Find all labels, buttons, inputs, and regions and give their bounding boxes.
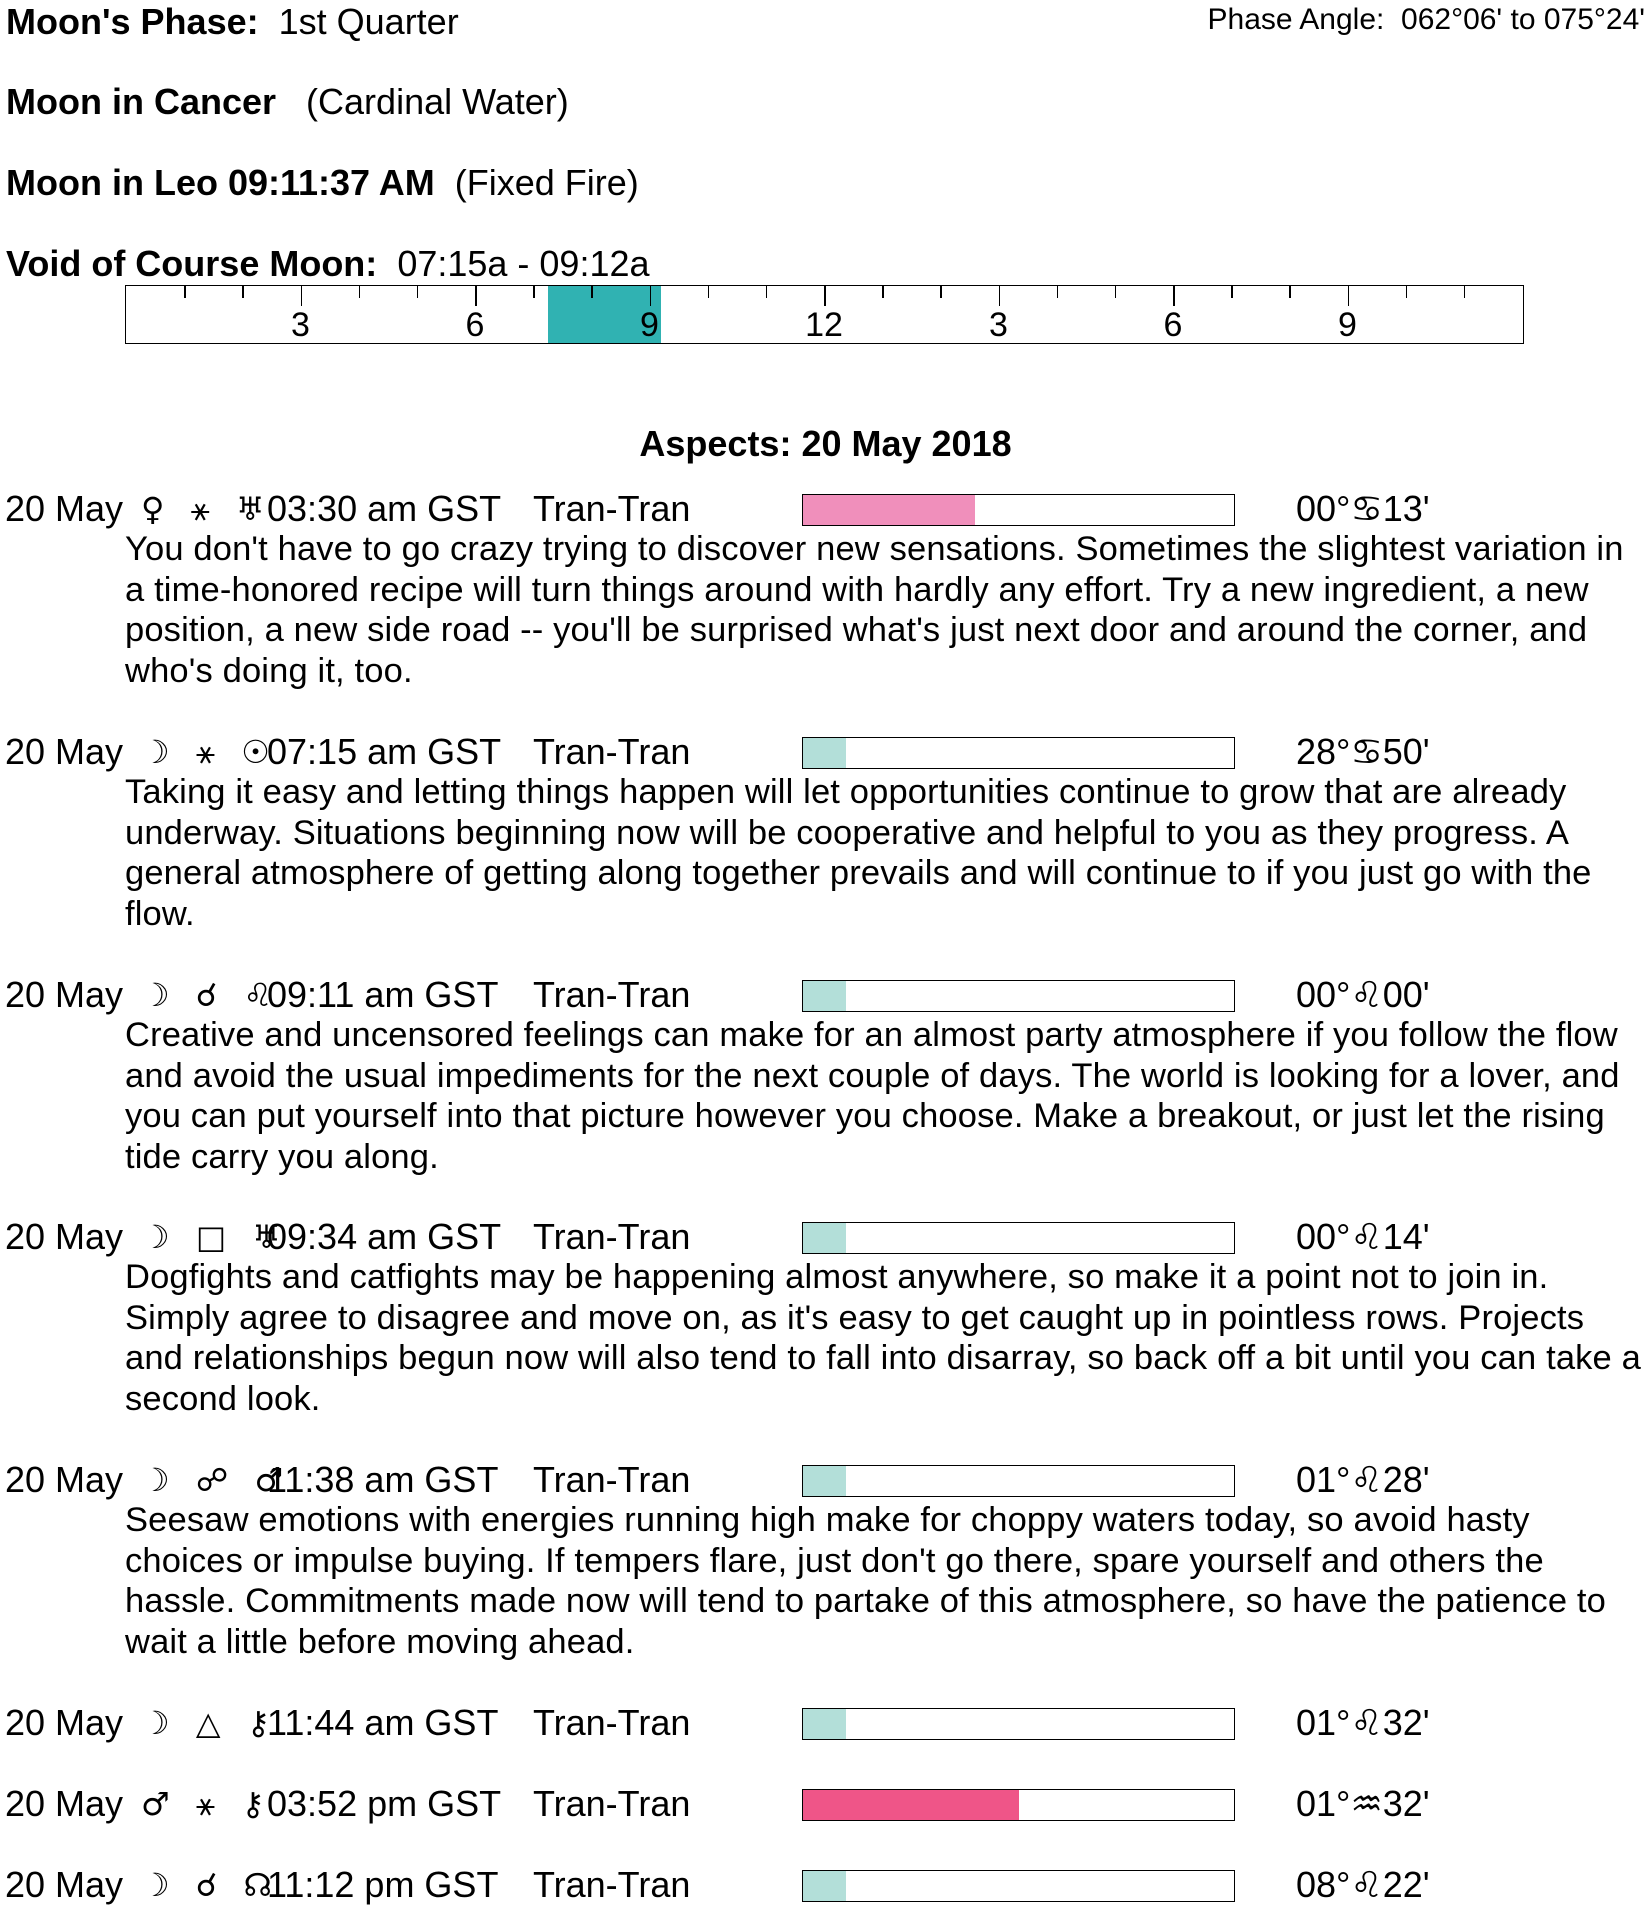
aspect-description: Dogfights and catfights may be happening almost anywhere, so make it a point not to join in. Simply agree to disagree and move on, as it's easy to get caught up in pointless rows. Projects and relationships begun now will also tend to fall into disarray, so back off a bit until you can take a second look. [125,1258,1641,1418]
aspect-header [0,1217,1651,1257]
aspect-header [0,732,1651,772]
moon-sign-2-element: (Fixed Fire) [454,162,639,203]
aspect-position: 01°♒32' [1296,1783,1430,1824]
timeline-tick [1348,286,1350,306]
aspect-position: 08°♌22' [1296,1864,1430,1905]
timeline-tick [824,286,826,306]
aspect-strength-bar [802,980,1235,1012]
aspect-header [0,1784,1651,1824]
timeline-tick [1115,286,1117,298]
void-of-course-label: Void of Course Moon: [6,243,378,284]
aspect-type: Tran-Tran [533,731,691,772]
timeline-tick [475,286,477,306]
moon-sign-1-label: Moon in Cancer [6,81,277,122]
aspect-time: 03:52 pm GST [267,1783,502,1824]
timeline-tick [242,286,244,298]
aspect-position: 28°♋50' [1296,731,1430,772]
aspect-strength-fill [803,981,846,1011]
aspect-glyphs: ☽ ☌ ☊ [141,1866,280,1904]
aspect-type: Tran-Tran [533,1459,691,1500]
aspect-header [0,975,1651,1015]
aspect-time: 11:38 am GST [267,1459,499,1500]
aspect-row [0,489,1651,691]
timeline-tick [1464,286,1466,298]
phase-angle-value: 062°06' to 075°24' [1401,3,1645,36]
aspects-title: Aspects: 20 May 2018 [639,423,1012,464]
aspect-glyphs: ♂ ⚹ ⚷ [141,1785,273,1823]
aspect-header [0,1703,1651,1743]
aspect-strength-fill [803,1790,1019,1820]
aspect-position: 00°♌00' [1296,974,1430,1015]
aspect-strength-bar [802,1465,1235,1497]
aspect-description: Taking it easy and letting things happen will let opportunities continue to grow that are already underway. Situations beginning now will be cooperative and helpful to you as they progress. A general atmosphere of getting along together prevails and will continue to if you just go with the flow. [125,773,1592,933]
aspect-date: 20 May [5,1702,124,1743]
timeline-tick [999,286,1001,306]
aspect-strength-fill [803,495,975,525]
aspect-date: 20 May [5,1783,124,1824]
timeline-tick [708,286,710,298]
timeline-tick [1406,286,1408,298]
timeline-tick [359,286,361,298]
aspect-date: 20 May [5,731,124,772]
aspect-type: Tran-Tran [533,1864,691,1905]
timeline-tick [184,286,186,298]
aspect-header [0,1460,1651,1500]
aspect-description: Creative and uncensored feelings can make for an almost party atmosphere if you follow the flow and avoid the usual impediments for the next couple of days. The world is looking for a lover, and you can put yourself into that picture however you choose. Make a breakout, or just let the rising tide carry you along. [125,1016,1620,1176]
aspect-position: 00°♋13' [1296,488,1430,529]
aspect-date: 20 May [5,974,124,1015]
timeline-tick [533,286,535,298]
aspect-strength-fill [803,1466,846,1496]
moon-phase-label: Moon's Phase: [6,1,259,42]
moon-phase-line [6,2,459,42]
timeline-tick [301,286,303,306]
aspect-time: 11:44 am GST [267,1702,499,1743]
void-of-course-timeline [125,285,1524,344]
aspect-date: 20 May [5,1216,124,1257]
aspect-time: 09:11 am GST [267,974,499,1015]
aspect-glyphs: ☽ ☌ ♌ [141,976,281,1014]
timeline-tick [417,286,419,298]
moon-phase-value: 1st Quarter [278,1,459,42]
aspect-row [0,975,1651,1177]
aspect-glyphs: ☽ △ ⚷ [141,1704,279,1742]
aspect-position: 01°♌28' [1296,1459,1430,1500]
aspect-strength-bar [802,1789,1235,1821]
aspect-row [0,1217,1651,1419]
aspect-time: 07:15 am GST [267,731,502,772]
aspect-glyphs: ♀ ⚹ ♅ [141,490,273,528]
aspect-strength-bar [802,737,1235,769]
aspect-strength-bar [802,1708,1235,1740]
aspect-time: 09:34 am GST [267,1216,502,1257]
aspect-row [0,1784,1651,1824]
timeline-hour-label: 9 [640,306,659,344]
timeline-tick [1173,286,1175,306]
aspect-date: 20 May [5,1459,124,1500]
timeline-tick [591,286,593,298]
aspect-type: Tran-Tran [533,1702,691,1743]
aspect-strength-fill [803,1223,846,1253]
timeline-hour-label: 6 [465,306,485,344]
aspect-strength-fill [803,1871,846,1901]
timeline-tick [650,286,652,306]
timeline-hour-label: 3 [989,306,1008,344]
timeline-hour-label: 12 [805,306,843,344]
aspect-row [0,1865,1651,1905]
aspect-glyphs: ☽ ⚹ ☉ [141,733,278,771]
timeline-hour-label: 6 [1163,306,1183,344]
aspect-position: 01°♌32' [1296,1702,1430,1743]
timeline-tick [1231,286,1233,298]
aspect-position: 00°♌14' [1296,1216,1430,1257]
aspect-strength-fill [803,1709,846,1739]
moon-sign-1-element: (Cardinal Water) [306,81,569,122]
aspect-strength-bar [802,494,1235,526]
aspect-type: Tran-Tran [533,488,691,529]
aspect-date: 20 May [5,488,124,529]
timeline-tick [1057,286,1059,298]
aspect-header [0,489,1651,529]
aspect-type: Tran-Tran [533,1216,691,1257]
phase-angle-label: Phase Angle: [1207,3,1385,36]
moon-sign-line-1 [6,82,569,122]
timeline-tick [940,286,942,298]
timeline-tick [766,286,768,298]
aspect-header [0,1865,1651,1905]
timeline-hour-label: 9 [1338,306,1357,344]
aspect-date: 20 May [5,1864,124,1905]
aspect-type: Tran-Tran [533,974,691,1015]
aspect-row [0,1460,1651,1662]
moon-sign-2-label: Moon in Leo 09:11:37 AM [6,162,435,203]
aspect-glyphs: ☽ □ ♅ [141,1218,289,1256]
moon-sign-line-2 [6,163,639,203]
aspect-glyphs: ☽ ☍ ♂ [141,1461,292,1499]
aspect-row [0,732,1651,934]
timeline-hour-label: 3 [291,306,310,344]
aspect-strength-bar [802,1222,1235,1254]
aspect-description: Seesaw emotions with energies running high make for choppy waters today, so avoid hasty choices or impulse buying. If tempers flare, just don't go there, spare yourself and others the hassle. Commitments made now will tend to partake of this atmosphere, so have the patience to wait a little before moving ahead. [125,1501,1606,1661]
aspect-type: Tran-Tran [533,1783,691,1824]
aspect-row [0,1703,1651,1743]
aspect-time: 11:12 pm GST [267,1864,499,1905]
phase-angle-line [1208,3,1645,37]
aspect-strength-fill [803,738,846,768]
aspect-strength-bar [802,1870,1235,1902]
aspect-description: You don't have to go crazy trying to discover new sensations. Sometimes the slightest variation in a time-honored recipe will turn things around with hardly any effort. Try a new ingredient, a new position, a new side road -- you'll be surprised what's just next door and around the corner, and who's doing it, too. [125,530,1624,690]
void-of-course-range: 07:15a - 09:12a [397,243,650,284]
aspect-time: 03:30 am GST [267,488,502,529]
timeline-tick [1289,286,1291,298]
void-of-course-line [6,244,650,284]
timeline-tick [882,286,884,298]
